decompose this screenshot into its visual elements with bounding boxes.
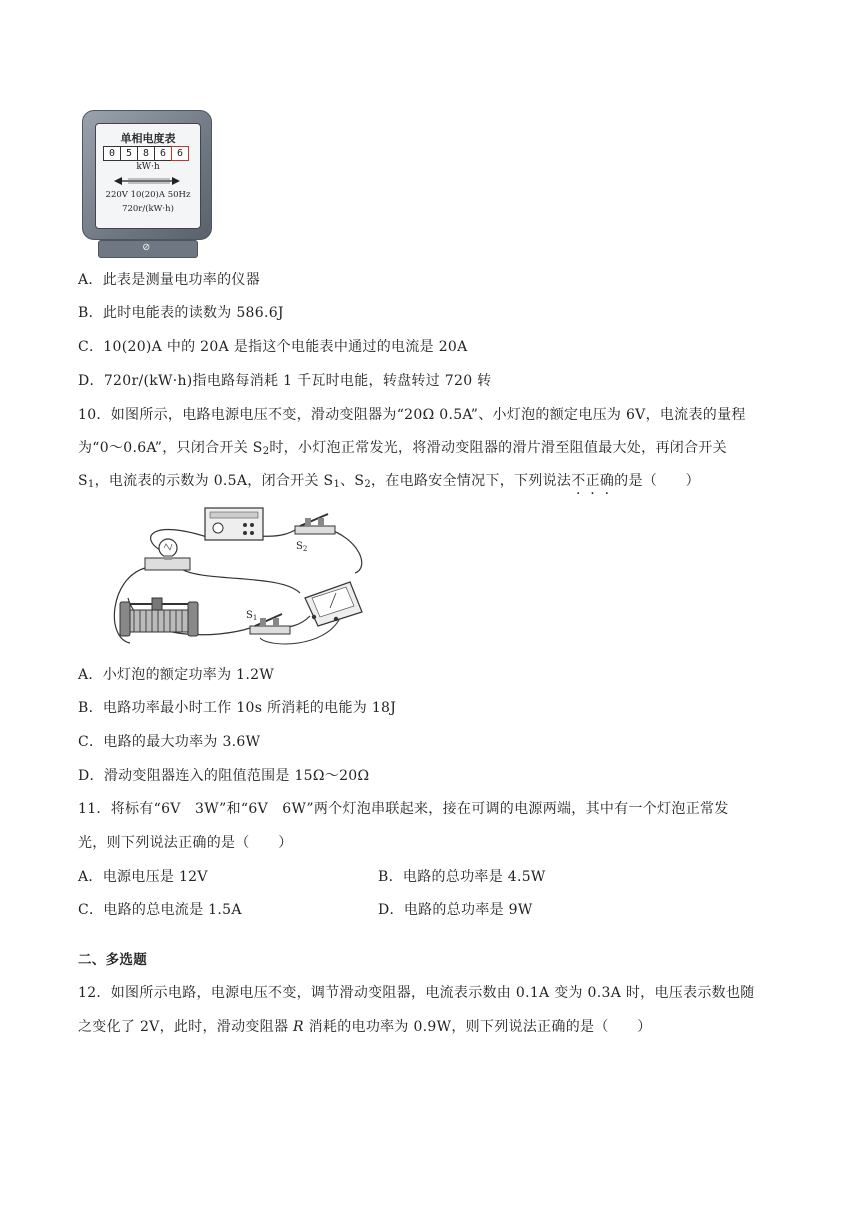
q11-stem-line1: 11．将标有“6V 3W”和“6V 6W”两个灯泡串联起来，接在可调的电源两端，其中有一个灯泡正常发 — [78, 801, 729, 817]
emphasis-char: 确 — [599, 473, 615, 489]
emphasis-char: 不 — [571, 473, 586, 489]
section-heading: 二、多选题 — [78, 952, 147, 968]
light-bulb — [145, 539, 190, 570]
q9-option-a: A．此表是测量电功率的仪器 — [78, 272, 261, 288]
subscript: 2 — [262, 446, 270, 457]
subscript: 1 — [333, 479, 341, 490]
text-run: 的是（ ） — [614, 473, 700, 489]
power-supply — [205, 508, 263, 540]
s1-label: $S_1$ — [246, 610, 258, 622]
q11-option-d: D．电路的总功率是 9W — [378, 902, 533, 918]
meter-digit: 8 — [137, 146, 155, 161]
meter-digit-decimal: 6 — [171, 146, 189, 161]
meter-digit: 0 — [103, 146, 121, 161]
text-run: 、S — [340, 473, 365, 489]
meter-spec-rating: 220V 10(20)A 50Hz — [105, 190, 191, 200]
circuit-photo-figure — [100, 498, 380, 648]
q9-option-d: D．720r/(kW·h)指电路每消耗 1 千瓦时电能，转盘转过 720 转 — [78, 373, 492, 389]
meter-base — [98, 240, 198, 258]
q10-stem-line1: 10．如图所示，电路电源电压不变，滑动变阻器为“20Ω 0.5A”、小灯泡的额定电压为 6V，电流表的量程 — [78, 407, 746, 423]
text-run: 之变化了 2V，此时，滑动变阻器 — [78, 1019, 294, 1035]
subscript: 1 — [87, 479, 95, 490]
meter-unit: kW·h — [136, 162, 160, 172]
q9-option-c: C．10(20)A 中的 20A 是指这个电能表中通过的电流是 20A — [78, 339, 468, 355]
q11-option-c: C．电路的总电流是 1.5A — [78, 902, 242, 918]
subscript: 2 — [364, 479, 371, 490]
ammeter — [305, 582, 362, 626]
q11-option-b: B．电路的总功率是 4.5W — [378, 869, 546, 885]
meter-title: 单相电度表 — [120, 132, 176, 145]
electric-meter-figure — [82, 110, 212, 258]
variable-r: R — [293, 1019, 304, 1035]
text-run: 消耗的电功率为 0.9W，则下列说法正确的是（ ） — [303, 1019, 652, 1035]
text-run: 为“0～0.6A”，只闭合开关 S — [78, 440, 263, 456]
q10-option-a: A．小灯泡的额定功率为 1.2W — [78, 667, 275, 683]
switch-s2 — [295, 514, 335, 534]
screw-icon: ⊘ — [142, 242, 151, 253]
slide-rheostat — [120, 598, 198, 636]
q10-stem-line3 — [78, 471, 700, 491]
meter-spec-constant: 720r/(kW·h) — [122, 204, 174, 214]
q11-option-a: A．电源电压是 12V — [78, 869, 208, 885]
q9-option-b: B．此时电能表的读数为 586.6J — [78, 305, 284, 321]
meter-reading — [103, 146, 188, 161]
q10-stem-line2 — [78, 438, 727, 458]
meter-housing — [82, 110, 212, 240]
text-run: S — [78, 473, 88, 489]
q10-option-c: C．电路的最大功率为 3.6W — [78, 734, 261, 750]
s2-label: $S_2$ — [296, 541, 308, 553]
rotation-arrow-icon — [114, 176, 182, 186]
q11-stem-line2: 光，则下列说法正确的是（ ） — [78, 835, 293, 851]
emphasis-char: 正 — [585, 473, 600, 489]
meter-digit: 5 — [120, 146, 138, 161]
meter-face — [95, 123, 201, 229]
text-run: ，电流表的示数为 0.5A，闭合开关 S — [94, 473, 334, 489]
q10-option-d: D．滑动变阻器连入的阻值范围是 15Ω～20Ω — [78, 768, 370, 784]
text-run: ，在电路安全情况下，下列说法 — [371, 473, 572, 489]
meter-digit: 6 — [154, 146, 172, 161]
q12-stem-line2 — [78, 1017, 652, 1037]
text-run: 时，小灯泡正常发光，将滑动变阻器的滑片滑至阻值最大处，再闭合开关 — [269, 440, 727, 456]
q12-stem-line1: 12．如图所示电路，电源电压不变，调节滑动变阻器，电流表示数由 0.1A 变为 0.3A 时，电压表示数也随 — [78, 985, 755, 1001]
q10-option-b: B．电路功率最小时工作 10s 所消耗的电能为 18J — [78, 700, 397, 716]
